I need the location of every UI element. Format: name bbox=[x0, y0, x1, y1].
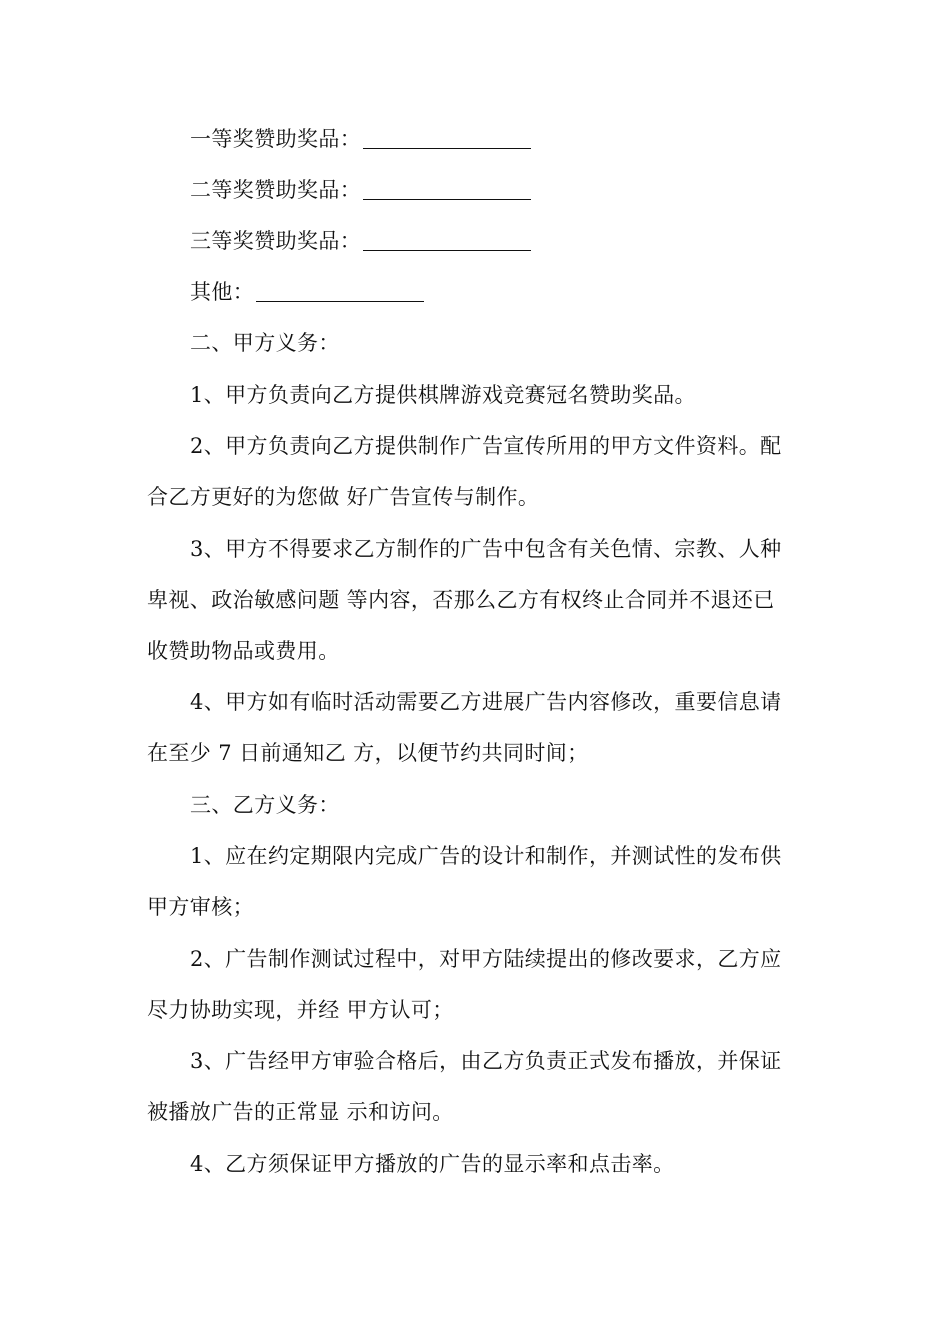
section-heading-party-a: 二、甲方义务： bbox=[190, 331, 340, 355]
paragraph-line: 合乙方更好的为您做 好广告宣传与制作。 bbox=[147, 485, 540, 509]
paragraph-line: 3、甲方不得要求乙方制作的广告中包含有关色情、宗教、人种 bbox=[190, 537, 782, 561]
fill-in-blank bbox=[363, 177, 531, 200]
paragraph-line: 1、甲方负责向乙方提供棋牌游戏竞赛冠名赞助奖品。 bbox=[190, 383, 696, 407]
paragraph-line: 4、乙方须保证甲方播放的广告的显示率和点击率。 bbox=[190, 1152, 675, 1176]
paragraph-line: 卑视、政治敏感问题 等内容，否那么乙方有权终止合同并不退还已 bbox=[147, 588, 775, 612]
paragraph-line: 2、广告制作测试过程中，对甲方陆续提出的修改要求，乙方应 bbox=[190, 947, 782, 971]
paragraph-line: 1、应在约定期限内完成广告的设计和制作，并测试性的发布供 bbox=[190, 844, 782, 868]
paragraph-line: 在至少 7 日前通知乙 方，以便节约共同时间； bbox=[147, 741, 589, 765]
prize-label: 一等奖赞助奖品： bbox=[190, 127, 362, 151]
paragraph-line: 2、甲方负责向乙方提供制作广告宣传所用的甲方文件资料。配 bbox=[190, 434, 782, 458]
prize-line-second bbox=[190, 175, 860, 205]
prize-line-third bbox=[190, 226, 860, 256]
paragraph-line: 收赞助物品或费用。 bbox=[147, 639, 340, 663]
fill-in-blank bbox=[363, 228, 531, 251]
prize-line-other bbox=[190, 277, 860, 307]
prize-label: 其他： bbox=[190, 280, 255, 304]
fill-in-blank bbox=[256, 279, 424, 302]
prize-label: 二等奖赞助奖品： bbox=[190, 178, 362, 202]
prize-line-first bbox=[190, 124, 860, 154]
paragraph-line: 尽力协助实现，并经 甲方认可； bbox=[147, 998, 454, 1022]
paragraph-line: 4、甲方如有临时活动需要乙方进展广告内容修改，重要信息请 bbox=[190, 690, 782, 714]
prize-label: 三等奖赞助奖品： bbox=[190, 229, 362, 253]
paragraph-line: 被播放广告的正常显 示和访问。 bbox=[147, 1100, 454, 1124]
paragraph-line: 3、广告经甲方审验合格后，由乙方负责正式发布播放，并保证 bbox=[190, 1049, 782, 1073]
section-heading-party-b: 三、乙方义务： bbox=[190, 793, 340, 817]
paragraph-line: 甲方审核； bbox=[147, 895, 254, 919]
fill-in-blank bbox=[363, 126, 531, 149]
